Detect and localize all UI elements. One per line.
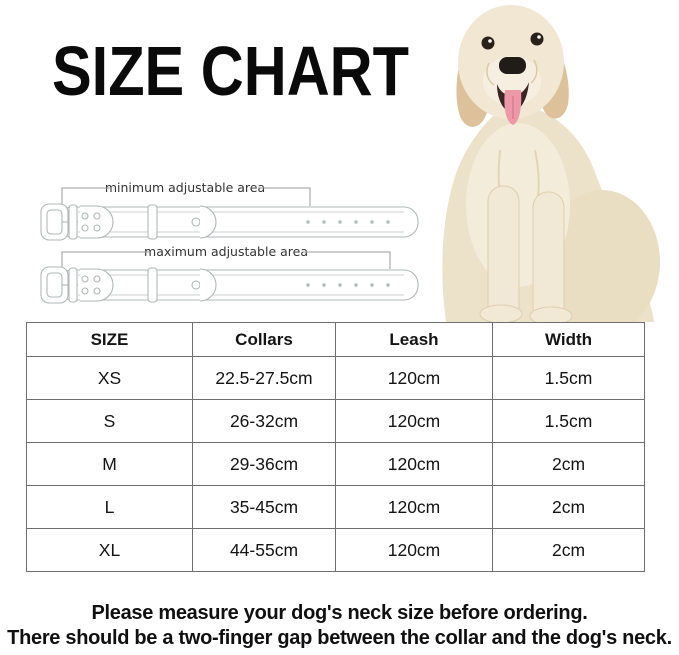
cell-collars: 44-55cm: [193, 529, 336, 572]
cell-leash: 120cm: [336, 357, 493, 400]
max-label-right-leader-line: [303, 252, 390, 269]
col-header-width: Width: [493, 323, 645, 357]
dog-nose: [499, 57, 526, 74]
table-row-xl: [27, 529, 645, 572]
cell-width: 1.5cm: [493, 357, 645, 400]
cell-size: L: [27, 486, 193, 529]
measurement-note: [0, 601, 679, 651]
cell-width: 1.5cm: [493, 400, 645, 443]
table-row-s: [27, 400, 645, 443]
cell-leash: 120cm: [336, 529, 493, 572]
cell-width: 2cm: [493, 529, 645, 572]
dog-left-eye: [482, 37, 495, 50]
col-header-collars: Collars: [193, 323, 336, 357]
collar-min-diagram: [41, 204, 418, 240]
cell-size: XS: [27, 357, 193, 400]
table-row-xs: [27, 357, 645, 400]
cell-leash: 120cm: [336, 443, 493, 486]
collar-diagram: [28, 168, 448, 316]
dog-photo: [425, 0, 679, 322]
cell-collars: 29-36cm: [193, 443, 336, 486]
dog-body: [442, 104, 660, 322]
table-row-l: [27, 486, 645, 529]
cell-leash: 120cm: [336, 486, 493, 529]
min-label-right-leader-line: [258, 188, 310, 206]
cell-width: 2cm: [493, 443, 645, 486]
dog-head: [456, 5, 568, 127]
min-adjustable-area-label: minimum adjustable area: [104, 180, 266, 195]
page-title: SIZE CHART: [52, 32, 409, 110]
cell-size: M: [27, 443, 193, 486]
measurement-note-line2: There should be a two-finger gap between the collar and the dog's neck.: [7, 627, 672, 649]
max-adjustable-area-label: maximum adjustable area: [144, 244, 308, 259]
table-row-m: [27, 443, 645, 486]
measurement-note-line1: Please measure your dog's neck size before ordering.: [91, 602, 588, 624]
cell-collars: 26-32cm: [193, 400, 336, 443]
cell-collars: 22.5-27.5cm: [193, 357, 336, 400]
cell-leash: 120cm: [336, 400, 493, 443]
size-table: [26, 322, 645, 572]
cell-width: 2cm: [493, 486, 645, 529]
cell-size: S: [27, 400, 193, 443]
dog-right-eye: [531, 33, 544, 46]
collar-max-diagram: [41, 267, 418, 303]
col-header-leash: Leash: [336, 323, 493, 357]
cell-collars: 35-45cm: [193, 486, 336, 529]
cell-size: XL: [27, 529, 193, 572]
max-label-left-leader-line: [62, 252, 150, 269]
col-header-size: SIZE: [27, 323, 193, 357]
table-header-row: [27, 323, 645, 357]
